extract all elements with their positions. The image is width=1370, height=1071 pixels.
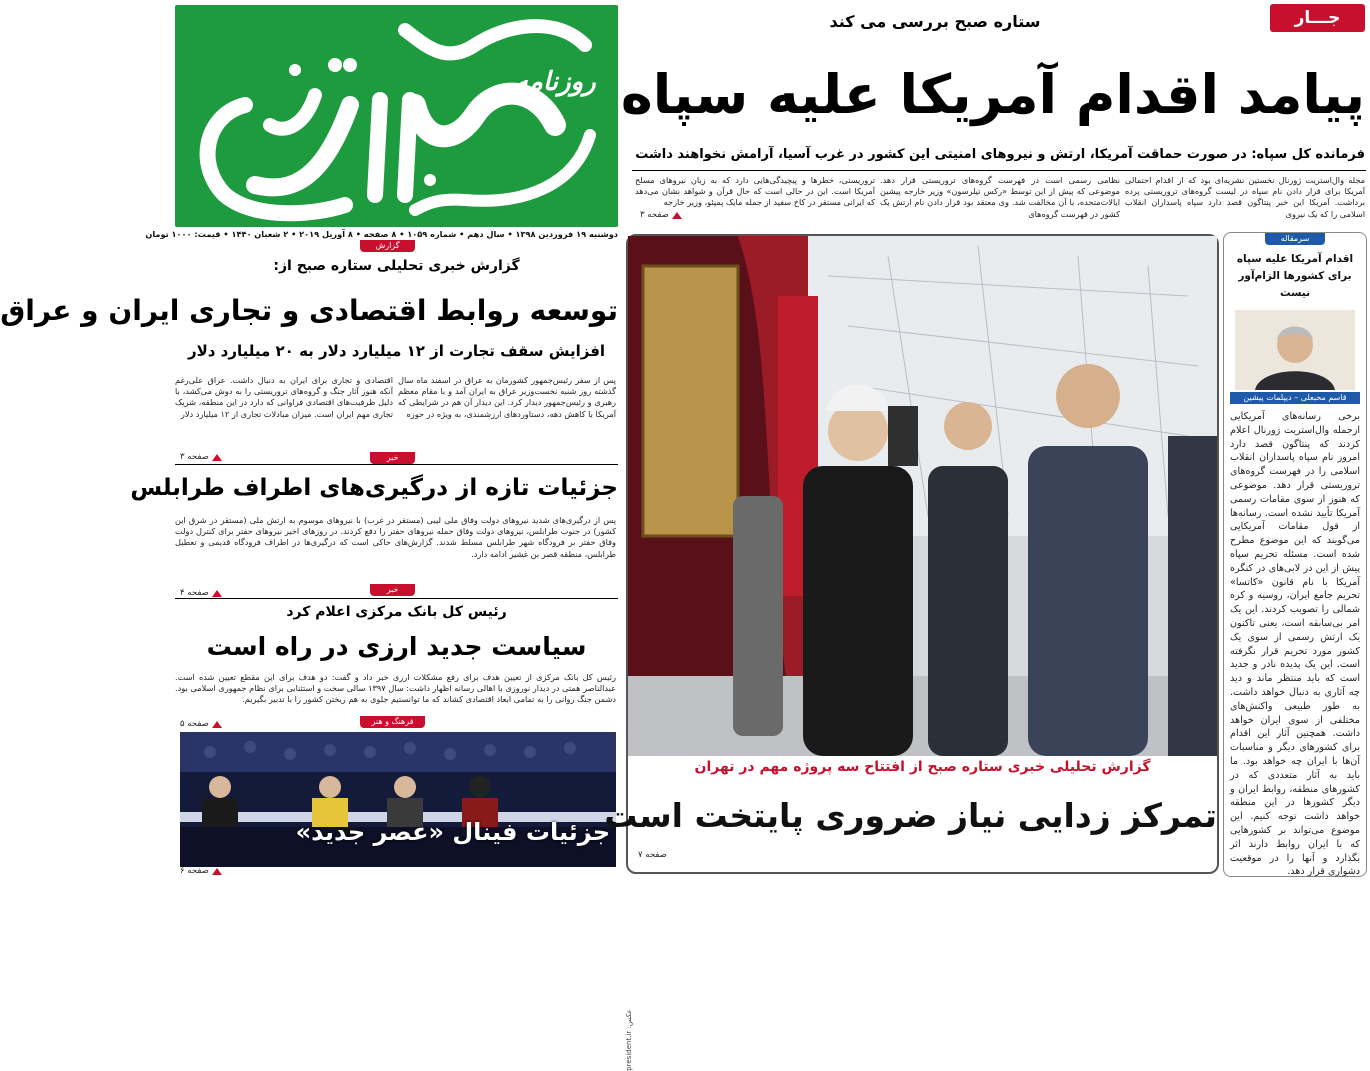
page-ref-label: صفحه ۳ <box>180 452 209 462</box>
report1-page-ref <box>180 452 222 462</box>
news1-page-ref <box>180 588 222 598</box>
main-photo-frame <box>604 234 1219 1071</box>
main-photo-kicker: گزارش تحلیلی خبری ستاره صبح از افتتاح سه پروژه مهم در تهران <box>694 759 1151 775</box>
page-ref-label: صفحه ۴ <box>180 588 209 598</box>
lead-col1: مجله وال‌استریت ژورنال نخستین نشریه‌ای بود که از اقدام احتمالی آمریکا برای قرار دادن نام سپاه در لیست گروه‌های تروریستی پرده برداشت. آمریکا این خبر پنتاگون قصد دارد سپاه پاسداران انقلاب اسلامی را که یک نیروی <box>1125 175 1365 219</box>
page-ref-label: صفحه ۵ <box>180 719 209 729</box>
culture-headline: جزئیات فینال «عصر جدید» <box>295 818 610 846</box>
main-photo-headline: تمرکز زدایی نیاز ضروری پایتخت است <box>604 796 1217 835</box>
main-photo <box>628 236 1217 756</box>
author-portrait <box>1235 310 1355 390</box>
arrow-icon <box>672 212 682 219</box>
report1-subhead: افزایش سقف تجارت از ۱۲ میلیارد دلار به ۲۰ میلیارد دلار <box>187 342 606 360</box>
news2-headline: سیاست جدید ارزی در راه است <box>206 632 587 661</box>
news1-headline: جزئیات تازه از درگیری‌های اطراف طرابلس <box>130 475 618 501</box>
editorial-body: برخی رسانه‌های آمریکایی ازجمله وال‌استریت ژورنال اعلام کردند که پنتاگون قصد دارد امروز نام سپاه پاسداران انقلاب اسلامی را در فهرست گروه‌های تروریستی قرار دهد. موضوعی که هنوز از سوی مقامات رسمی آمریکا تأیید نشده است. رسانه‌ها از قول مقامات آمریکایی می‌گویند که این موضوع مطرح شده است. مسئله تحریم سپاه پیش از این در لابی‌های در کنگره آمریکا با نام قانون «کاتسا» تحریم جامع ایران، روسیه و کره شمالی را تصویب کردند. این یک امر بی‌سابقه است، یعنی تاکنون یک ارتش رسمی از سوی یک کشور مورد تحریم قرار نگرفته است. این یک پدیده نادر و جدید است که باید منتظر ماند و دید چه آثاری به دنبال خواهد داشت. به طور طبیعی واکنش‌های مختلفی از سوی ایران خواهد داشت. همچنین آثار این اقدام برای کشورهای دیگر و مناسبات آن‌ها با ایران چه خواهد بود. ما باید به آثار متعددی که در کشورهای منطقه، روابط ایران و دیگر کشورها در این منطقه خواهد داشت توجه کنیم. این موضوع می‌تواند بر کشورهایی که با ایران روابط دارند اثر بگذارد و آنها را در موقعیت دشواری قرار دهد. <box>1230 411 1360 878</box>
arrow-icon <box>212 868 222 875</box>
culture-page-ref <box>180 866 222 876</box>
arrow-icon <box>212 454 222 461</box>
news2-tag: خبر <box>370 584 415 596</box>
lead-headline: پیامد اقدام آمریکا علیه سپاه <box>620 63 1365 126</box>
news2-page-ref <box>180 719 222 729</box>
masthead <box>175 5 618 227</box>
news2-body: رئیس کل بانک مرکزی از تعیین هدف برای رفع مشکلات ارزی خبر داد و گفت: دو هدف برای این مقطع تعیین شده است. عبدالناصر همتی در دیدار نوروزی با اهالی رسانه اظهار داشت: سال ۱۳۹۷ سالی سخت و استثنایی برای نظام جمهوری اسلامی بود. دشمن جنگ روانی را به تمامی ابعاد اقتصادی کشاند که ما توانستیم جلوی به هم ریختن کشور را با تدبیر بگیریم. <box>175 672 616 705</box>
main-photo-page-ref <box>638 850 667 860</box>
report1-col1: پس از سفر رئیس‌جمهور کشورمان به عراق در اسفند ماه سال گذشته روز شنبه نخست‌وزیر عراق به ایران آمد و با مقام معظم رهبری و رئیس‌جمهور دیدار کرد. این دیدار آن هم در شرایطی که آمریکا با کاهش دهه، دستاوردهای ارزشمندی، به ویژه در حوزه <box>398 375 616 419</box>
page-ref-label: صفحه ۶ <box>180 866 209 876</box>
news1-body: پس از درگیری‌های شدید نیروهای دولت وفاق ملی لیبی (مستقر در غرب) با نیروهای موسوم به ارتش ملی (مستقر در شرق این کشور) در جنوب طرابلس، نیروهای دولت وفاق حمله نیروهای حفتر را دفع کردند. در روزهای اخیر نیروهای حفتر برای کنترل دولت وفاق حفتر بر فرودگاه شهر طرابلس مسلط شدند. گزارش‌های حاکی است که درگیری‌ها در اطراف فرودگاه قدیمی و تعطیل طرابلس، منطقه قصر بن غشیر ادامه دارد. <box>175 515 616 559</box>
lead-divider <box>632 170 1366 171</box>
culture-photo <box>180 732 616 867</box>
news2-kicker: رئیس کل بانک مرکزی اعلام کرد <box>286 604 507 620</box>
report1-col2: اقتصادی و تجاری برای ایران به دنبال داشت. عراق علی‌رغم آنکه هنوز آثار جنگ و گروه‌های تروریستی را به دوش می‌کشد، با دلیل ظرفیت‌های اقتصادی فراوانی که دارد در این منطقه، شریک تجاری مهم ایران است. میزان مبادلات تجاری از ۱۲ میلیارد دلار <box>175 375 393 419</box>
section-divider <box>175 598 618 599</box>
culture-tag: فرهنگ و هنر <box>360 716 425 728</box>
page-ref-label: صفحه ۳ <box>640 210 669 220</box>
photo-credit: عکس: president.ir <box>624 1009 633 1071</box>
editorial-box <box>1223 232 1367 877</box>
lead-col3: تروریستی، خطرها و پیچیدگی‌هایی دارد که به زبان نیروهای مسلح آمریکا است. این در حالی است که حال قرآن و شواهد نشان می‌دهد که ایرانی مستقر در کاخ سفید از جمله مایک پمپئو، وزیر خارجه <box>635 175 875 208</box>
arrow-icon <box>212 590 222 597</box>
jar-label: جـــار <box>1270 4 1365 32</box>
lead-page-ref <box>640 210 682 220</box>
arrow-icon <box>212 721 222 728</box>
masthead-subtitle: روزنامه <box>515 67 596 97</box>
editorial-tag: سرمقاله <box>1265 233 1325 245</box>
editorial-author: قاسم محبعلی – دیپلمات پیشین <box>1230 392 1360 404</box>
lead-kicker: ستاره صبح بررسی می کند <box>829 12 1041 31</box>
report1-kicker: گزارش خبری تحلیلی ستاره صبح از: <box>273 258 520 274</box>
lead-col2: نظامی رسمی است در فهرست گروه‌های تروریستی قرار دهد. موضوعی که پیش از این توسط «رکس تیلرسون» وزیر خارجه پیشین ایالات‌متحده، با آن مخالفت شد. وی معتقد بود قرار دادن نام ارتش یک کشور در فهرست گروه‌های <box>880 175 1120 219</box>
section-divider <box>175 464 618 465</box>
news1-tag: خبر <box>370 452 415 464</box>
page-ref-label: صفحه ۷ <box>638 850 667 860</box>
masthead-logo <box>175 5 618 227</box>
editorial-author-photo <box>1235 310 1355 390</box>
dateline: دوشنبه ۱۹ فروردین ۱۳۹۸ • سال دهم • شماره ۱۰۵۹ • ۸ صفحه • ۸ آوریل ۲۰۱۹ • ۲ شعبان ۱۴۴۰ • قیمت: ۱۰۰۰ تومان <box>145 229 618 239</box>
report1-headline: توسعه روابط اقتصادی و تجاری ایران و عراق <box>0 294 618 327</box>
culture-photo-image <box>180 732 616 867</box>
report1-tag: گزارش <box>360 240 415 252</box>
editorial-headline: اقدام آمریکا علیه سپاه برای کشورها الزام‌آور نیست <box>1236 253 1354 299</box>
lead-subhead: فرمانده کل سپاه: در صورت حماقت آمریکا، ارتش و نیروهای امنیتی این کشور در غرب آسیا، آرامش نخواهند داشت <box>635 147 1365 162</box>
